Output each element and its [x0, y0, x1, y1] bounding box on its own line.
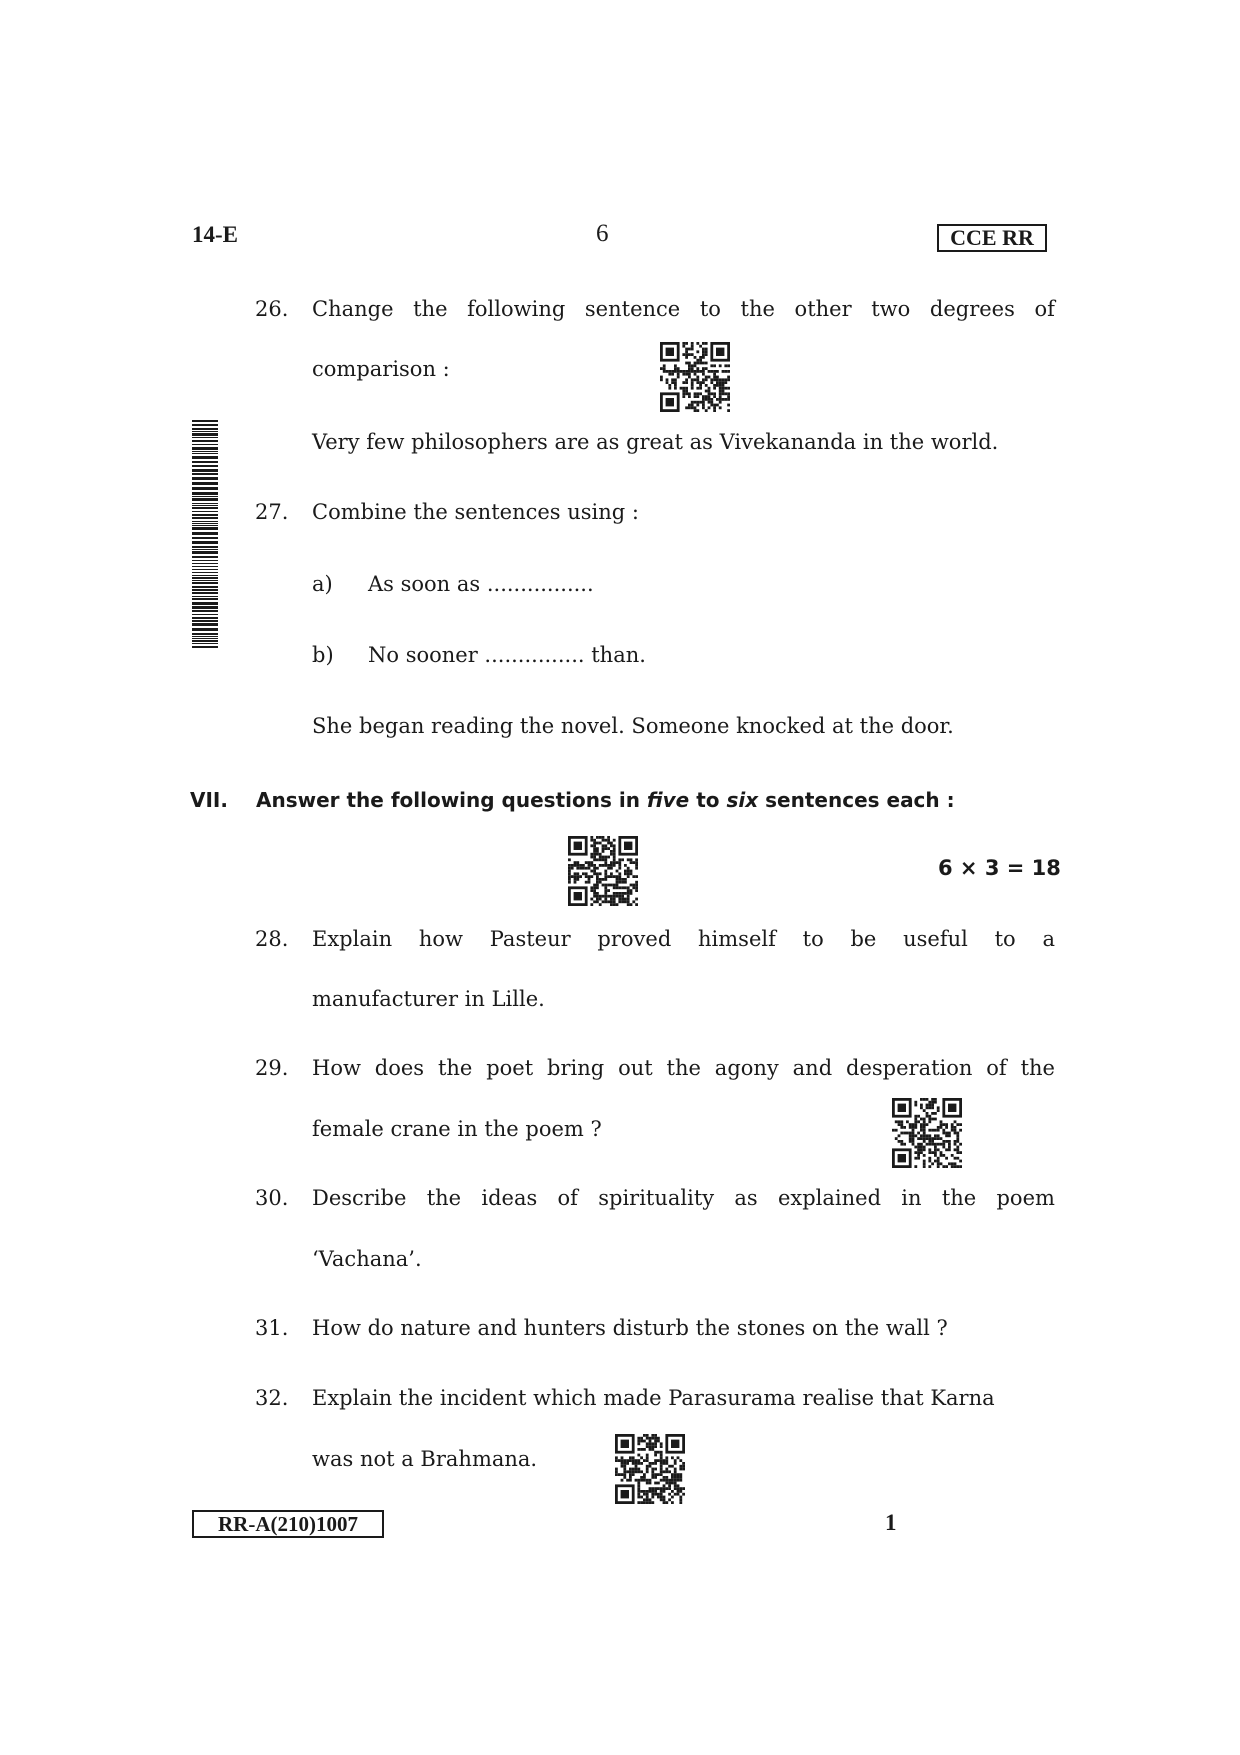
- question-28-line2: manufacturer in Lille.: [312, 987, 545, 1011]
- section-marks: 6 × 3 = 18: [938, 856, 1061, 880]
- question-number-31: 31.: [255, 1316, 289, 1340]
- word: in: [901, 1186, 922, 1210]
- word: proved: [597, 927, 672, 951]
- question-31-line1: How do nature and hunters disturb the stones on the wall ?: [312, 1316, 948, 1340]
- question-30-line1: [312, 1186, 1055, 1210]
- word: agony: [714, 1056, 779, 1080]
- word: bring: [547, 1056, 605, 1080]
- word: the: [437, 1056, 473, 1080]
- paper-code: 14-E: [192, 222, 238, 247]
- word: out: [618, 1056, 653, 1080]
- footer-code-box: RR-A(210)1007: [192, 1510, 384, 1538]
- word: the: [941, 1186, 977, 1210]
- word: a: [1042, 927, 1055, 951]
- word: the: [740, 297, 775, 321]
- qr-code-icon: [568, 836, 638, 906]
- instruction-to: to: [696, 788, 720, 812]
- series-box: CCE RR: [937, 224, 1047, 252]
- word: poet: [486, 1056, 534, 1080]
- word: How: [312, 1056, 361, 1080]
- word: Explain: [312, 927, 393, 951]
- word: poem: [996, 1186, 1055, 1210]
- word: to: [802, 927, 824, 951]
- word: of: [986, 1056, 1007, 1080]
- footer-sheet-number: 1: [885, 1510, 897, 1535]
- word: sentence: [584, 297, 681, 321]
- word: Pasteur: [489, 927, 571, 951]
- question-27-sentence: She began reading the novel. Someone knocked at the door.: [312, 714, 954, 738]
- option-a-label: a): [312, 572, 333, 596]
- question-26-sentence: Very few philosophers are as great as Vivekananda in the world.: [312, 430, 999, 454]
- question-29-line2: female crane in the poem ?: [312, 1117, 602, 1141]
- word: Change: [312, 297, 394, 321]
- question-29-line1: [312, 1056, 1055, 1080]
- option-a-text: As soon as ................: [368, 572, 594, 596]
- word: does: [374, 1056, 425, 1080]
- word: of: [1034, 297, 1055, 321]
- word: ideas: [481, 1186, 538, 1210]
- section-roman: VII.: [190, 788, 228, 812]
- question-number-26: 26.: [255, 297, 289, 321]
- question-30-line2: ‘Vachana’.: [312, 1247, 422, 1271]
- question-28-line1: [312, 927, 1055, 951]
- word: two: [871, 297, 911, 321]
- option-b-label: b): [312, 643, 334, 667]
- section-instruction: [256, 788, 955, 812]
- question-26-line1: [312, 297, 1055, 321]
- word: useful: [903, 927, 968, 951]
- question-number-28: 28.: [255, 927, 289, 951]
- word: as: [734, 1186, 758, 1210]
- question-number-27: 27.: [255, 500, 289, 524]
- word: of: [557, 1186, 578, 1210]
- word: spirituality: [598, 1186, 715, 1210]
- word: degrees: [929, 297, 1015, 321]
- word: the: [426, 1186, 462, 1210]
- question-number-29: 29.: [255, 1056, 289, 1080]
- barcode-icon: [192, 420, 218, 648]
- qr-code-icon: [892, 1098, 962, 1168]
- instruction-six: six: [726, 788, 759, 812]
- instruction-part-a: Answer the following questions in: [256, 788, 640, 812]
- question-27-prompt: Combine the sentences using :: [312, 500, 639, 524]
- qr-code-icon: [615, 1434, 685, 1504]
- instruction-five: five: [646, 788, 690, 812]
- word: desperation: [846, 1056, 973, 1080]
- word: the: [666, 1056, 701, 1080]
- question-number-32: 32.: [255, 1386, 289, 1410]
- question-32-line2: was not a Brahmana.: [312, 1447, 538, 1471]
- word: the: [413, 297, 448, 321]
- question-number-30: 30.: [255, 1186, 289, 1210]
- word: other: [794, 297, 852, 321]
- qr-code-icon: [660, 342, 730, 412]
- word: himself: [698, 927, 776, 951]
- option-b-text: No sooner ............... than.: [368, 643, 646, 667]
- word: the: [1020, 1056, 1055, 1080]
- word: following: [467, 297, 566, 321]
- word: explained: [777, 1186, 882, 1210]
- page-number: 6: [596, 220, 609, 247]
- word: be: [850, 927, 877, 951]
- word: Describe: [312, 1186, 407, 1210]
- word: to: [994, 927, 1016, 951]
- question-26-line2: comparison :: [312, 357, 450, 381]
- word: how: [418, 927, 463, 951]
- word: to: [699, 297, 721, 321]
- instruction-part-b: sentences each :: [765, 788, 955, 812]
- word: and: [792, 1056, 833, 1080]
- question-32-line1: Explain the incident which made Parasurama realise that Karna: [312, 1386, 995, 1410]
